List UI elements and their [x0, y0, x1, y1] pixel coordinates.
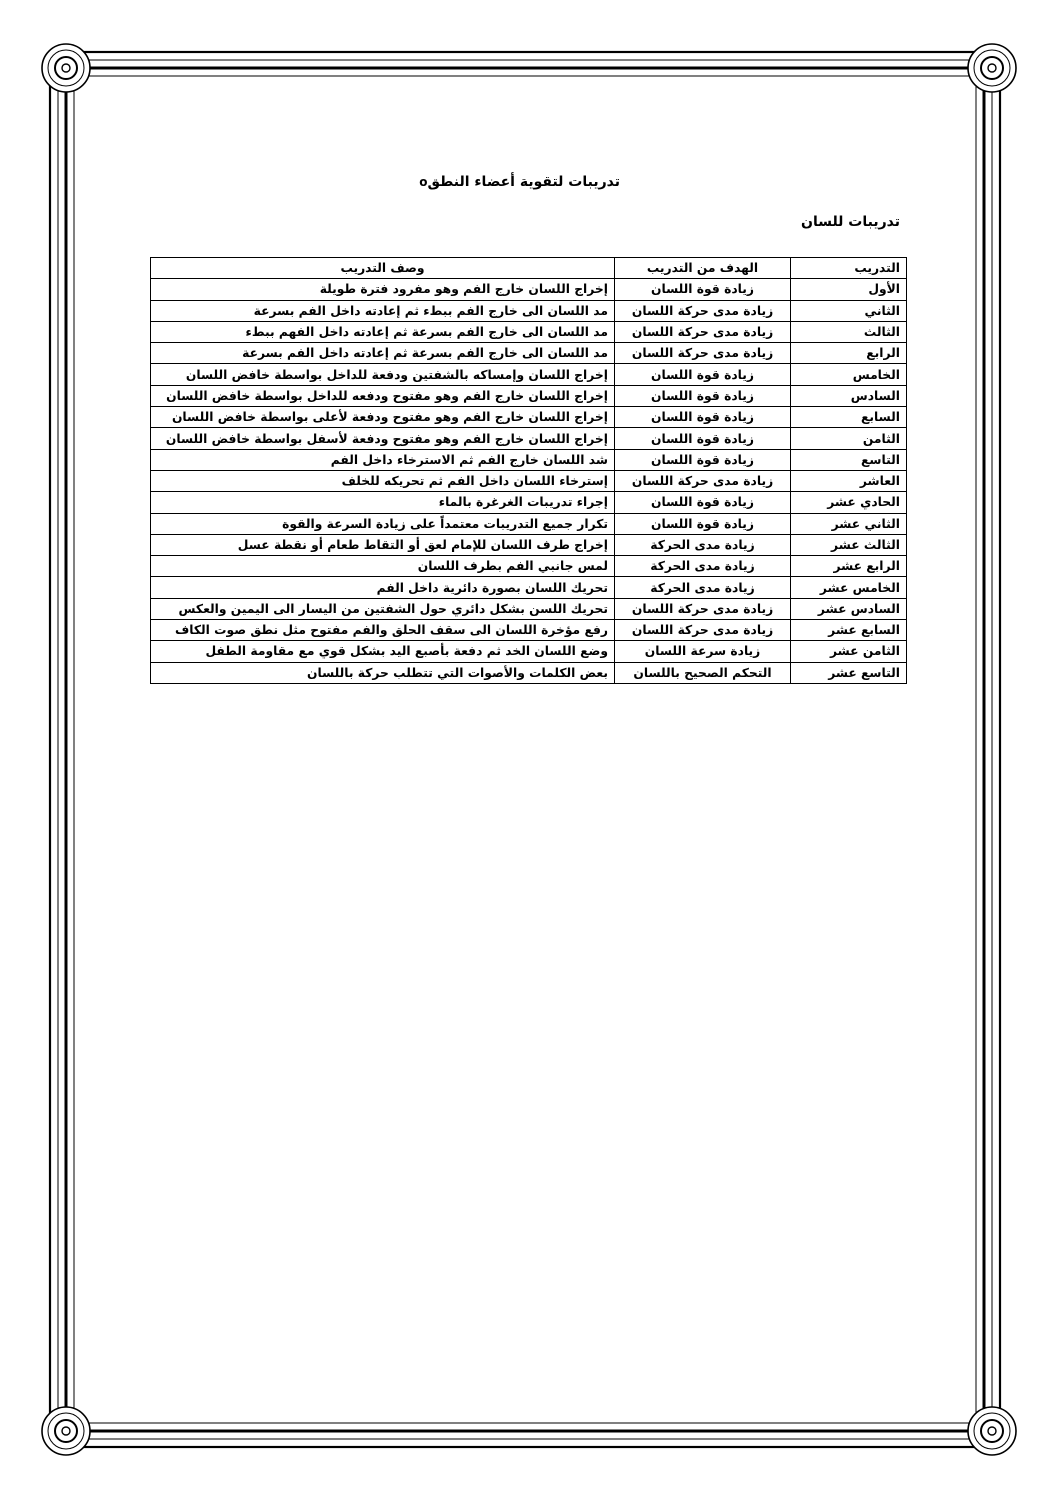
cell-goal: زيادة مدى حركة اللسان — [615, 300, 791, 321]
cell-exercise: الثامن عشر — [791, 641, 907, 662]
cell-exercise: الخامس — [791, 364, 907, 385]
cell-description: إسترخاء اللسان داخل الفم ثم تحريكه للخلف — [151, 470, 615, 491]
header-exercise: التدريب — [791, 258, 907, 279]
cell-goal: زيادة مدى الحركة — [615, 534, 791, 555]
cell-goal: زيادة مدى حركة اللسان — [615, 620, 791, 641]
table-row — [151, 492, 907, 513]
table-row — [151, 470, 907, 491]
cell-goal: زيادة قوة اللسان — [615, 279, 791, 300]
table-row — [151, 577, 907, 598]
table-row — [151, 598, 907, 619]
cell-description: تحريك اللسان بصورة دائرية داخل الفم — [151, 577, 615, 598]
cell-exercise: التاسع عشر — [791, 662, 907, 683]
table-row — [151, 556, 907, 577]
table-row — [151, 662, 907, 683]
cell-description: مد اللسان الى خارج الفم بسرعة ثم إعادته داخل الفم بسرعة — [151, 343, 615, 364]
cell-goal: زيادة مدى حركة اللسان — [615, 321, 791, 342]
cell-description: إخراج اللسان وإمساكه بالشفتين ودفعة للداخل بواسطة خافض اللسان — [151, 364, 615, 385]
cell-description: رفع مؤخرة اللسان الى سقف الحلق والفم مفتوح مثل نطق صوت الكاف — [151, 620, 615, 641]
cell-goal: زيادة مدى حركة اللسان — [615, 470, 791, 491]
table-row — [151, 321, 907, 342]
cell-goal: زيادة قوة اللسان — [615, 364, 791, 385]
table-row — [151, 279, 907, 300]
cell-description: إخراج اللسان خارج الفم وهو مفتوح ودفعة لأعلى بواسطة خافض اللسان — [151, 407, 615, 428]
cell-exercise: الثامن — [791, 428, 907, 449]
cell-description: إجراء تدريبات الغرغرة بالماء — [151, 492, 615, 513]
cell-description: شد اللسان خارج الفم ثم الاسترخاء داخل الفم — [151, 449, 615, 470]
cell-exercise: الحادي عشر — [791, 492, 907, 513]
section-subtitle: تدريبات للسان — [801, 214, 900, 230]
header-goal: الهدف من التدريب — [615, 258, 791, 279]
cell-exercise: الثالث عشر — [791, 534, 907, 555]
table-row — [151, 300, 907, 321]
cell-description: إخراج اللسان خارج الفم وهو مفتوح ودفعه للداخل بواسطة خافض اللسان — [151, 385, 615, 406]
cell-exercise: الثاني — [791, 300, 907, 321]
table-row — [151, 641, 907, 662]
cell-goal: زيادة قوة اللسان — [615, 492, 791, 513]
cell-description: بعض الكلمات والأصوات التي تتطلب حركة باللسان — [151, 662, 615, 683]
corner-ornament-bottom-right — [968, 1407, 1016, 1455]
cell-description: وضع اللسان الخد ثم دفعة بأصبع اليد بشكل قوي مع مقاومة الطفل — [151, 641, 615, 662]
cell-goal: زيادة مدى حركة اللسان — [615, 343, 791, 364]
table-row — [151, 513, 907, 534]
table-row — [151, 428, 907, 449]
cell-description: إخراج طرف اللسان للإمام لعق أو التقاط طعام أو نقطة عسل — [151, 534, 615, 555]
cell-exercise: العاشر — [791, 470, 907, 491]
cell-description: مد اللسان الى خارج الفم بسرعة ثم إعادته داخل الفهم ببطء — [151, 321, 615, 342]
page-title: تدريبات لتقوية أعضاء النطقo — [419, 174, 620, 190]
cell-description: تحريك اللسن بشكل دائري حول الشفتين من اليسار الى اليمين والعكس — [151, 598, 615, 619]
table-row — [151, 620, 907, 641]
cell-exercise: الخامس عشر — [791, 577, 907, 598]
cell-goal: زيادة قوة اللسان — [615, 449, 791, 470]
cell-exercise: السابع عشر — [791, 620, 907, 641]
cell-goal: زيادة قوة اللسان — [615, 385, 791, 406]
cell-goal: التحكم الصحيح باللسان — [615, 662, 791, 683]
cell-exercise: السابع — [791, 407, 907, 428]
cell-exercise: الثاني عشر — [791, 513, 907, 534]
table-row — [151, 364, 907, 385]
cell-description: مد اللسان الى خارج الفم ببطء ثم إعادته داخل الفم بسرعة — [151, 300, 615, 321]
title-bullet: o — [419, 175, 428, 189]
corner-ornament-top-right — [968, 44, 1016, 92]
table-row — [151, 449, 907, 470]
cell-goal: زيادة مدى الحركة — [615, 577, 791, 598]
cell-exercise: التاسع — [791, 449, 907, 470]
table-row — [151, 385, 907, 406]
table-header-row — [151, 258, 907, 279]
cell-goal: زيادة مدى حركة اللسان — [615, 598, 791, 619]
cell-exercise: الثالث — [791, 321, 907, 342]
cell-goal: زيادة سرعة اللسان — [615, 641, 791, 662]
table-row — [151, 407, 907, 428]
table-row — [151, 534, 907, 555]
cell-goal: زيادة قوة اللسان — [615, 407, 791, 428]
cell-exercise: السادس — [791, 385, 907, 406]
cell-exercise: الرابع — [791, 343, 907, 364]
cell-description: إخراج اللسان خارج الفم وهو مفرود فترة طويلة — [151, 279, 615, 300]
cell-description: لمس جانبي الفم بطرف اللسان — [151, 556, 615, 577]
cell-exercise: الرابع عشر — [791, 556, 907, 577]
table-row — [151, 343, 907, 364]
cell-description: تكرار جميع التدريبات معتمداً على زيادة السرعة والقوة — [151, 513, 615, 534]
cell-goal: زيادة مدى الحركة — [615, 556, 791, 577]
exercises-table — [150, 257, 907, 684]
header-description: وصف التدريب — [151, 258, 615, 279]
cell-goal: زيادة قوة اللسان — [615, 428, 791, 449]
cell-exercise: الأول — [791, 279, 907, 300]
cell-description: إخراج اللسان خارج الفم وهو مفتوح ودفعة لأسفل بواسطة خافض اللسان — [151, 428, 615, 449]
cell-exercise: السادس عشر — [791, 598, 907, 619]
corner-ornament-bottom-left — [42, 1407, 90, 1455]
cell-goal: زيادة قوة اللسان — [615, 513, 791, 534]
corner-ornament-top-left — [42, 44, 90, 92]
